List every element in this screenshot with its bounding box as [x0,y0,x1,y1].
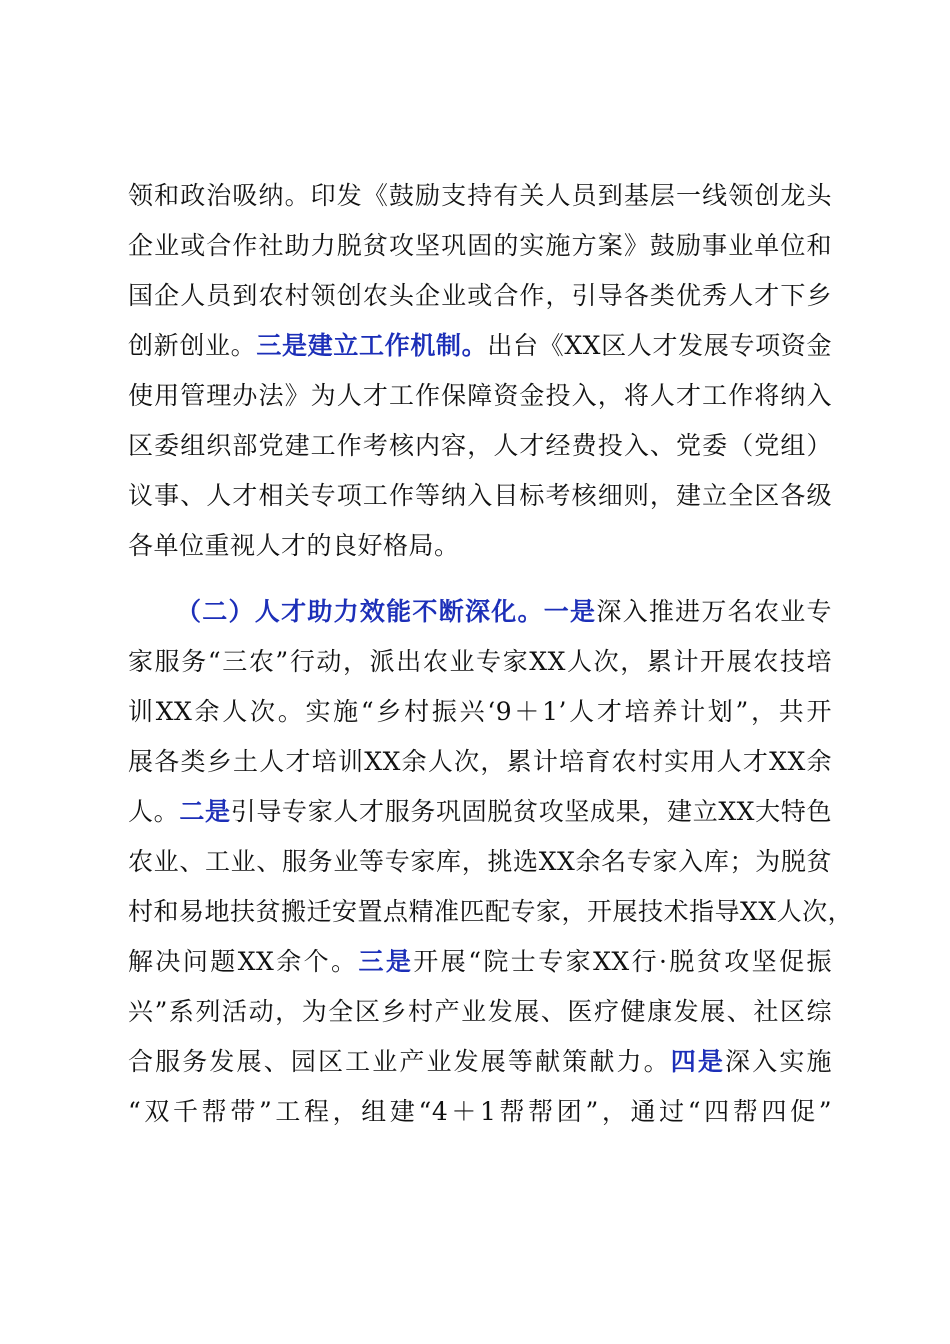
text-run: 深入实施 [725,1047,832,1076]
text-run: 出台《XX区人才发展专项资金 [487,331,832,360]
text-run: 家服务“三农”行动，派出农业专家XX人次，累计开展农技培 [128,647,832,676]
text-line-12 [128,742,832,782]
highlight-marker: 三是 [358,947,414,976]
text-line-19 [128,1092,832,1132]
text-run: 解决问题XX余个。 [128,947,359,976]
text-run: 开展“院士专家XX行·脱贫攻坚促振 [413,947,832,976]
text-run: 引导专家人才服务巩固脱贫攻坚成果，建立XX大特色 [230,797,832,826]
text-line-16 [128,942,832,982]
text-line-5 [128,376,832,416]
section-heading: （二）人才助力效能不断深化。一是 [176,597,597,626]
text-run: 展各类乡土人才培训XX余人次，累计培育农村实用人才XX余 [128,747,832,776]
section-heading-line [176,592,832,632]
text-line-8 [128,526,832,566]
highlight-marker: 二是 [179,797,231,826]
text-line-14 [128,842,832,882]
text-line-2 [128,226,832,266]
text-run: 使用管理办法》为人才工作保障资金投入，将人才工作将纳入 [128,381,832,410]
text-run: 企业或合作社助力脱贫攻坚巩固的实施方案》鼓励事业单位和 [128,231,832,260]
text-line-18 [128,1042,832,1082]
text-line-13 [128,792,832,832]
text-run: 农业、工业、服务业等专家库，挑选XX余名专家入库；为脱贫 [128,847,832,876]
text-line-3 [128,276,832,316]
text-run: 国企人员到农村领创农头企业或合作，引导各类优秀人才下乡 [128,281,832,310]
text-run: 区委组织部党建工作考核内容，人才经费投入、党委（党组） [128,431,832,460]
text-line-7 [128,476,832,516]
highlight-marker: 四是 [670,1047,726,1076]
text-line-6 [128,426,832,466]
text-line-11 [128,692,832,732]
text-run: 村和易地扶贫搬迁安置点精准匹配专家，开展技术指导XX人次， [128,897,854,926]
text-run: “双千帮带”工程，组建“4＋1帮帮团”，通过“四帮四促” [128,1097,832,1126]
text-run: 创新创业。 [128,331,257,360]
text-run: 兴”系列活动，为全区乡村产业发展、医疗健康发展、社区综 [128,997,832,1026]
text-run: 深入推进万名农业专 [596,597,832,626]
highlight-heading: 三是建立工作机制。 [256,331,488,360]
text-line-10 [128,642,832,682]
text-run: 议事、人才相关专项工作等纳入目标考核细则，建立全区各级 [128,481,832,510]
text-run: 各单位重视人才的良好格局。 [128,531,460,560]
text-line-1 [128,176,832,216]
text-run: 人。 [128,797,180,826]
text-line-4 [128,326,832,366]
text-run: 合服务发展、园区工业产业发展等献策献力。 [128,1047,671,1076]
text-run: 领和政治吸纳。印发《鼓励支持有关人员到基层一线领创龙头 [128,181,832,210]
text-line-17 [128,992,832,1032]
text-line-15 [128,892,854,932]
text-run: 训XX余人次。实施“乡村振兴‘9＋1’人才培养计划”，共开 [128,697,832,726]
